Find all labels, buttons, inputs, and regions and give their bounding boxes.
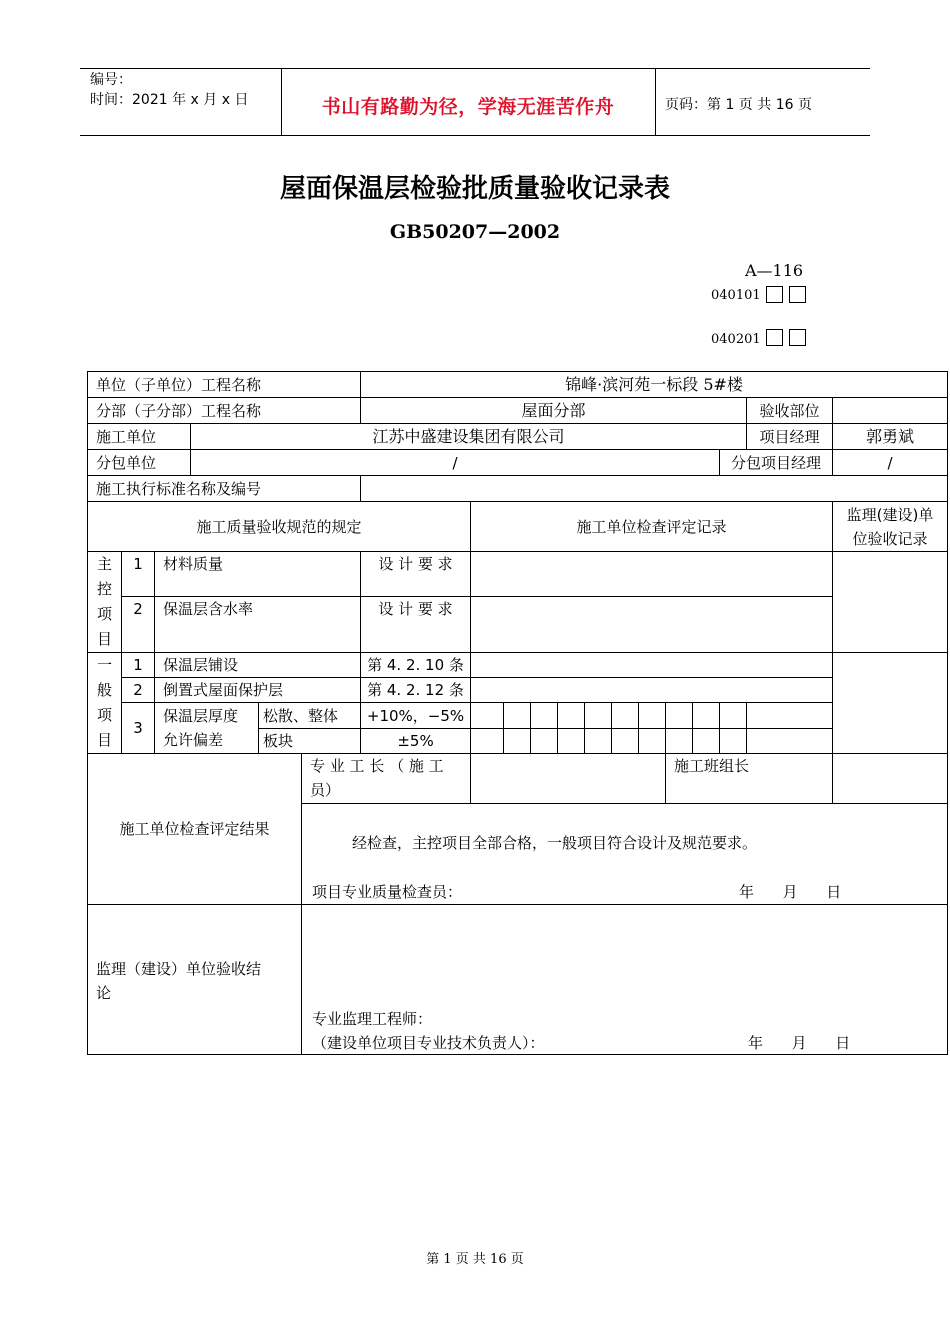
measure-cell[interactable] (471, 729, 504, 754)
general-group-label (88, 653, 122, 754)
measure-cell[interactable] (666, 703, 693, 729)
code2-box-1[interactable] (766, 329, 783, 346)
result-content (302, 804, 948, 905)
standard-name-value (361, 476, 948, 502)
document-title: 屋面保温层检验批质量验收记录表 (279, 174, 670, 204)
foreman-line1: 专 业 工 长 （ 施 工 (310, 757, 444, 775)
general-group-char: 一 (96, 656, 112, 674)
general-group-char: 般 (96, 681, 112, 699)
supervisor-conclusion-line2: 论 (96, 984, 112, 1002)
code2-box-2[interactable] (789, 329, 806, 346)
measure-cell[interactable] (612, 729, 639, 754)
header-number: 编号： (90, 72, 132, 88)
main-group-char: 目 (96, 630, 112, 648)
code-040201: 040201 (711, 332, 761, 347)
main-group-char: 控 (96, 580, 112, 598)
main-item-name: 保温层含水率 (155, 597, 361, 653)
supervisor-conclusion-label (88, 905, 302, 1055)
foreman-line2: 员） (310, 781, 341, 799)
contractor-value: 江苏中盛建设集团有限公司 (191, 424, 747, 450)
supervisor-conclusion-content (302, 905, 948, 1055)
tolerance-sub1: 松散、整体 (259, 703, 361, 729)
main-group-char: 主 (96, 555, 112, 573)
general-group-char: 项 (96, 706, 112, 724)
inspection-record-table (87, 371, 948, 1055)
code-040101: 040101 (711, 288, 761, 303)
main-item-name: 材料质量 (155, 552, 361, 597)
main-group-char: 项 (96, 605, 112, 623)
general-supervisor-record[interactable] (833, 653, 948, 754)
result-date: 年 月 日 (739, 883, 842, 901)
supervisor-engineer-label: 专业监理工程师： (312, 1010, 433, 1028)
contractor-label: 施工单位 (88, 424, 191, 450)
general-item-req: 第 4. 2. 12 条 (361, 678, 471, 703)
pm-value: 郭勇斌 (833, 424, 948, 450)
tolerance-val1: +10%，−5% (361, 703, 471, 729)
measure-cell[interactable] (639, 703, 666, 729)
measure-cell[interactable] (639, 729, 666, 754)
main-item-no: 2 (122, 597, 155, 653)
measure-cell[interactable] (747, 729, 833, 754)
general-item-record[interactable] (471, 653, 833, 678)
general-group-char: 目 (96, 731, 112, 749)
accept-part-label: 验收部位 (747, 398, 833, 424)
standard-name-label: 施工执行标准名称及编号 (88, 476, 361, 502)
general-item-no: 2 (122, 678, 155, 703)
team-leader-label: 施工班组长 (666, 754, 833, 804)
supervisor-date: 年 月 日 (748, 1034, 851, 1052)
sub-pm-label: 分包项目经理 (720, 450, 833, 476)
measure-cell[interactable] (666, 729, 693, 754)
general-item-record[interactable] (471, 678, 833, 703)
division-value: 屋面分部 (361, 398, 747, 424)
code1-box-2[interactable] (789, 286, 806, 303)
main-item-req: 设 计 要 求 (361, 552, 471, 597)
main-item-no: 1 (122, 552, 155, 597)
sub-pm-value: / (833, 450, 948, 476)
general-item-no: 1 (122, 653, 155, 678)
result-text: 经检查，主控项目全部合格，一般项目符合设计及规范要求。 (352, 834, 758, 852)
pm-label: 项目经理 (747, 424, 833, 450)
col-supervisor-line2: 位验收记录 (852, 529, 928, 548)
header-meta (90, 70, 248, 110)
measure-cell[interactable] (504, 729, 531, 754)
measure-cell[interactable] (585, 729, 612, 754)
project-name-label: 单位（子单位）工程名称 (88, 372, 361, 398)
measure-cell[interactable] (693, 729, 720, 754)
measure-cell[interactable] (747, 703, 833, 729)
tolerance-sub2: 板块 (259, 729, 361, 754)
measure-cell[interactable] (471, 703, 504, 729)
main-control-group-label (88, 552, 122, 653)
owner-rep-label: （建设单位项目专业技术负责人）： (312, 1034, 545, 1052)
accept-part-value (833, 398, 948, 424)
inspector-label: 项目专业质量检查员： (312, 883, 463, 901)
measure-cell[interactable] (585, 703, 612, 729)
measure-cell[interactable] (693, 703, 720, 729)
measure-cell[interactable] (504, 703, 531, 729)
measure-cell[interactable] (531, 703, 558, 729)
foreman-signature[interactable] (471, 754, 666, 804)
tolerance-name-line1: 保温层厚度 (163, 707, 239, 725)
form-code: A—116 (745, 261, 804, 280)
col-supervisor-header (833, 502, 948, 552)
team-leader-signature[interactable] (833, 754, 948, 804)
main-supervisor-record[interactable] (833, 552, 948, 653)
measure-cell[interactable] (612, 703, 639, 729)
foreman-label (302, 754, 471, 804)
tolerance-name-line2: 允许偏差 (163, 731, 224, 749)
col-supervisor-line1: 监理(建设)单 (846, 505, 934, 524)
col-spec-header: 施工质量验收规范的规定 (88, 502, 471, 552)
subcontractor-label: 分包单位 (88, 450, 191, 476)
header-divider-right (655, 68, 656, 136)
result-label: 施工单位检查评定结果 (88, 754, 302, 905)
header-page-number: 页码：第 1 页 共 16 页 (665, 97, 812, 113)
project-name-value: 锦峰·滨河苑一标段 5#楼 (361, 372, 948, 398)
header-divider-left (281, 68, 282, 136)
division-label: 分部（子分部）工程名称 (88, 398, 361, 424)
tolerance-item-name (155, 703, 259, 754)
header-top-rule (80, 68, 870, 69)
main-item-req: 设 计 要 求 (361, 597, 471, 653)
measure-cell[interactable] (558, 729, 585, 754)
measure-cell[interactable] (720, 729, 747, 754)
main-item-record[interactable] (471, 552, 833, 597)
header-bottom-rule (80, 135, 870, 136)
col-record-header: 施工单位检查评定记录 (471, 502, 833, 552)
supervisor-conclusion-line1: 监理（建设）单位验收结 (96, 960, 262, 978)
general-item-req: 第 4. 2. 10 条 (361, 653, 471, 678)
standard-code: GB50207—2002 (389, 221, 561, 243)
general-item-name: 保温层铺设 (155, 653, 361, 678)
code1-box-1[interactable] (766, 286, 783, 303)
header-motto: 书山有路勤为径，学海无涯苦作舟 (321, 96, 615, 118)
measure-cell[interactable] (720, 703, 747, 729)
footer-page-number: 第 1 页 共 16 页 (426, 1252, 524, 1267)
header-time: 时间：2021 年 x 月 x 日 (90, 92, 249, 108)
measure-cell[interactable] (558, 703, 585, 729)
tolerance-item-no: 3 (122, 703, 155, 754)
general-item-name: 倒置式屋面保护层 (155, 678, 361, 703)
main-item-record[interactable] (471, 597, 833, 653)
subcontractor-value: / (191, 450, 720, 476)
tolerance-val2: ±5% (361, 729, 471, 754)
measure-cell[interactable] (531, 729, 558, 754)
